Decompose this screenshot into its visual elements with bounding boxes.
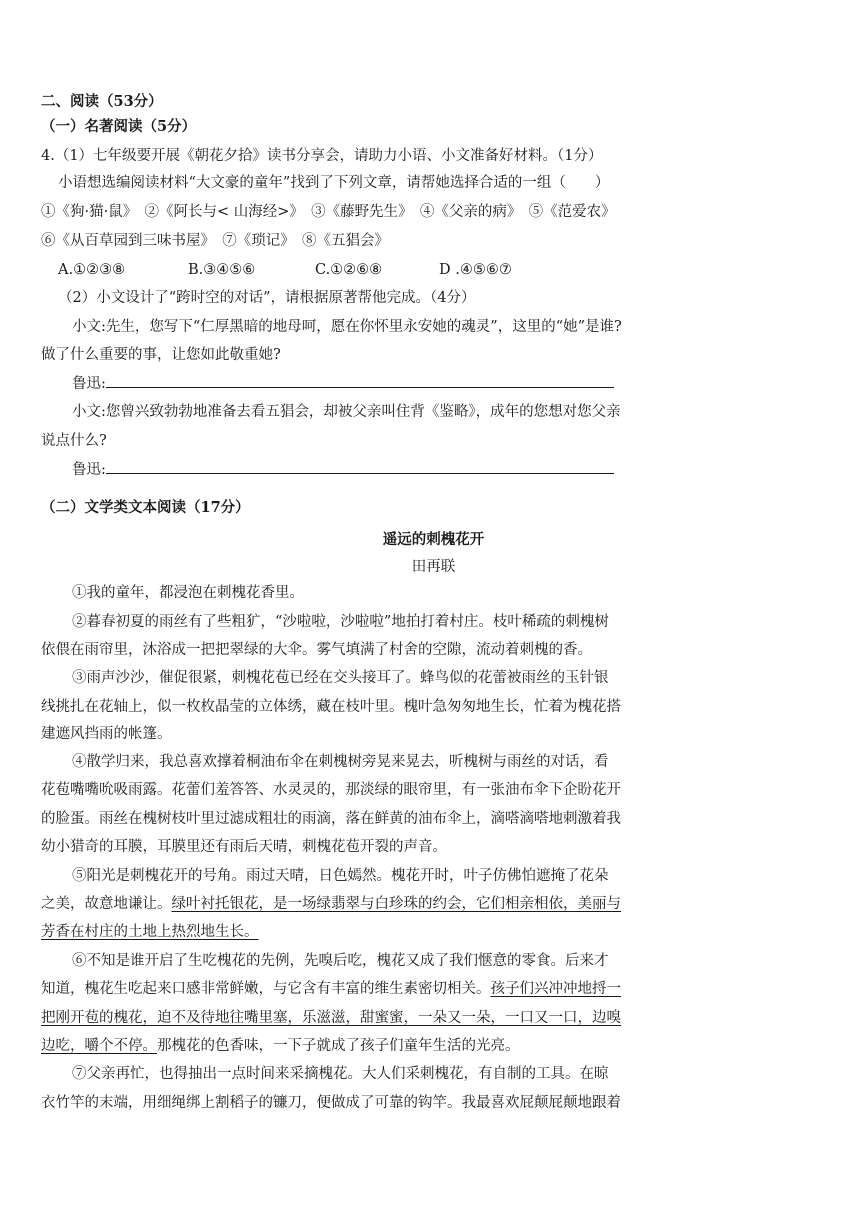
question-4-2: （2）小文设计了“跨时空的对话”，请根据原著帮他完成。（4分） (58, 290, 476, 306)
part1-title: （一）名著阅读（5分） (41, 118, 197, 135)
dialog-2-line-1: 小文:您曾兴致勃勃地准备去看五猖会，却被父亲叫住背《鉴略》，成年的您想对您父亲 (72, 404, 621, 420)
paragraph-3-line-1: ③雨声沙沙，催促很紧，刺槐花苞已经在交头接耳了。蜂鸟似的花蕾被雨丝的玉针银 (72, 670, 609, 686)
answer-line-2 (72, 460, 614, 480)
paragraph-4-line-3: 的脸蛋。雨丝在槐树枝叶里过滤成粗壮的雨滴，落在鲜黄的油布伞上，滴嗒滴嗒地刺激着我 (41, 811, 621, 827)
paragraph-6-line-2 (41, 979, 621, 999)
paragraph-2-line-1: ②暮春初夏的雨丝有了些粗犷，“沙啦啦，沙啦啦”地拍打着村庄。枝叶稀疏的刺槐树 (72, 614, 609, 630)
essay-title: 遥远的刺槐花开 (382, 531, 485, 548)
paragraph-1: ①我的童年，都浸泡在刺槐花香里。 (72, 585, 304, 601)
paragraph-3-line-2: 线挑扎在花轴上，似一枚枚晶莹的立体绣，藏在枝叶里。槐叶急匆匆地生长，忙着为槐花搭 (41, 699, 621, 715)
dialog-2-line-2: 说点什么? (41, 433, 107, 449)
option-c: C.①②⑥⑧ (315, 262, 383, 278)
answer-blank-2[interactable] (106, 472, 614, 474)
luxun-label: 鲁迅: (72, 376, 106, 392)
paragraph-4-line-1: ④散学归来，我总喜欢撑着桐油布伞在刺槐树旁晃来晃去，听槐树与雨丝的对话，看 (72, 754, 609, 770)
paragraph-5-text: 之美，故意地谦让。 (41, 896, 172, 912)
answer-options (58, 260, 512, 280)
essay-author: 田再联 (411, 559, 456, 575)
part2-title: （二）文学类文本阅读（17分） (41, 499, 250, 516)
option-a: A.①②③⑧ (58, 262, 126, 278)
answer-blank-1[interactable] (106, 386, 614, 388)
paragraph-6-line-1: ⑥不知是谁开启了生吃槐花的先例，先嗅后吃，槐花又成了我们惬意的零食。后来才 (72, 953, 609, 969)
paragraph-6-text: 那槐花的色香味，一下子就成了孩子们童年生活的光亮。 (157, 1038, 520, 1054)
paragraph-6-line-4 (41, 1036, 520, 1056)
underlined-sentence: 绿叶衬托银花，是一场绿翡翠与白珍珠的约会，它们相亲相依，美丽与 (171, 896, 621, 912)
section-title: 二、阅读（53分） (41, 93, 163, 110)
question-4-1-prompt: 小语想选编阅读材料“大文豪的童年”找到了下列文章，请帮她选择合适的一组（ ） (58, 175, 610, 191)
article-list-row-1: ①《狗·猫·鼠》 ②《阿长与< 山海经>》 ③《藤野先生》 ④《父亲的病》 ⑤《范爱农》 (41, 204, 616, 220)
paragraph-5-line-2 (41, 894, 621, 914)
paragraph-4-line-4: 幼小猎奇的耳膜，耳膜里还有雨后天晴，刺槐花苞开裂的声音。 (41, 839, 447, 855)
paragraph-4-line-2: 花苞嘴嘴吮吸雨露。花蕾们羞答答、水灵灵的，那淡绿的眼帘里，有一张油布伞下企盼花开 (41, 782, 621, 798)
dialog-1-line-2: 做了什么重要的事，让您如此敬重她? (41, 347, 281, 363)
dialog-1-line-1: 小文:先生，您写下“仁厚黑暗的地母呵，愿在你怀里永安她的魂灵”，这里的“她”是谁? (72, 319, 622, 335)
option-d: D .④⑤⑥⑦ (439, 262, 512, 278)
underlined-sentence-end: 边吃，嚼个不停。 (41, 1038, 157, 1054)
underlined-sentence-middle: 把刚开苞的槐花，迫不及待地往嘴里塞，乐滋滋，甜蜜蜜，一朵又一朵，一口又一口，边嗅 (41, 1010, 621, 1026)
answer-line-1 (72, 374, 614, 394)
paragraph-5-line-1: ⑤阳光是刺槐花开的号角。雨过天晴，日色嫣然。槐花开时，叶子仿佛怕遮掩了花朵 (72, 868, 609, 884)
paragraph-6-text: 知道，槐花生吃起来口感非常鲜嫩，与它含有丰富的维生素密切相关。 (41, 981, 491, 997)
paragraph-7-line-1: ⑦父亲再忙，也得抽出一点时间来采摘槐花。大人们采刺槐花，有自制的工具。在晾 (72, 1066, 609, 1082)
question-4-1: 4.（1）七年级要开展《朝花夕拾》读书分享会，请助力小语、小文准备好材料。（1分） (41, 148, 603, 164)
luxun-label: 鲁迅: (72, 462, 106, 478)
option-b: B.③④⑤⑥ (188, 262, 256, 278)
article-list-row-2: ⑥《从百草园到三味书屋》 ⑦《琐记》 ⑧《五猖会》 (41, 233, 389, 249)
underlined-sentence: 孩子们兴冲冲地捋一 (490, 981, 621, 997)
paragraph-3-line-3: 建遮风挡雨的帐篷。 (41, 726, 172, 742)
underlined-sentence-end: 芳香在村庄的土地上热烈地生长。 (41, 924, 259, 940)
paragraph-2-line-2: 依偎在雨帘里，沐浴成一把把翠绿的大伞。雾气填满了村舍的空隙，流动着刺槐的香。 (41, 642, 592, 658)
paragraph-7-line-2: 衣竹竿的末端，用细绳绑上割稻子的镰刀，便做成了可靠的钩竿。我最喜欢屁颠屁颠地跟着 (41, 1095, 621, 1111)
